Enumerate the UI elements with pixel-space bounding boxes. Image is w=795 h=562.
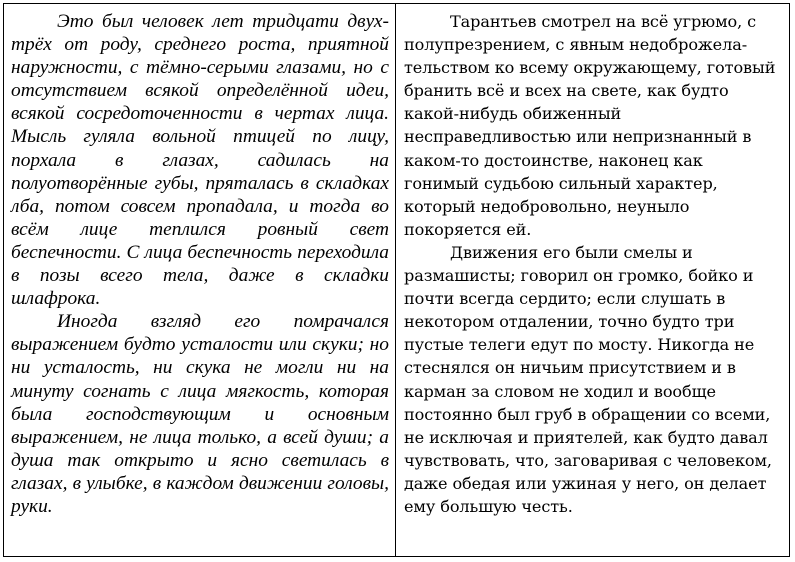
left-paragraph-2: Иногда взгляд его помрачался выражением будто усталости или скуки; но ни усталость, ни скука не могли ни на минуту согнать с лица мягкость, которая была господствующим и основным выражением, не лица только, а всей души; а душа так открыто и ясно светилась в глазах, в улыбке, в каждом движении головы, руки. [11, 311, 389, 517]
right-paragraph-1: Тарантьев смотрел на всё угрюмо, с полупрезрением, с явным недоброжелательством ко всему окружающему, готовый бранить всё и всех на свете, как будто какой-нибудь обиженный несправедливостью или непризнанный в каком-то достоинстве, наконец как гонимый судьбою сильный характер, который недобровольно, неуныло покоряется ей. [404, 12, 776, 239]
right-paragraph-2: Движения его были смелы и размашисты; говорил он громко, бойко и почти всегда сердито; если слушать в некотором отдалении, точно будто три пустые телеги едут по мосту. Никогда не стеснялся он ничьим присутствием и в карман за словом не ходил и вообще постоянно был груб в обращении со всеми, не исключая и приятелей, как будто давал чувствовать, что, заговаривая с человеком, даже обедая или ужиная у него, он делает ему большую честь. [404, 242, 772, 516]
left-column-oblomov [4, 4, 396, 556]
left-paragraph-1: Это был человек лет тридцати двух-трёх от роду, среднего роста, приятной наружности, с тёмно-серыми глазами, но с отсутствием всякой определённой идеи, всякой сосредоточенности в чертах лица. Мысль гуляла вольной птицей по лицу, порхала в глазах, садилась на полуотворённые губы, пряталась в складках лба, потом совсем пропадала, и тогда во всём лице теплился ровный свет беспечности. С лица беспечность переходила в позы всего тела, даже в складки шлафрока. [11, 11, 389, 310]
comparison-table [3, 3, 790, 557]
right-column-tarantyev [396, 4, 788, 556]
